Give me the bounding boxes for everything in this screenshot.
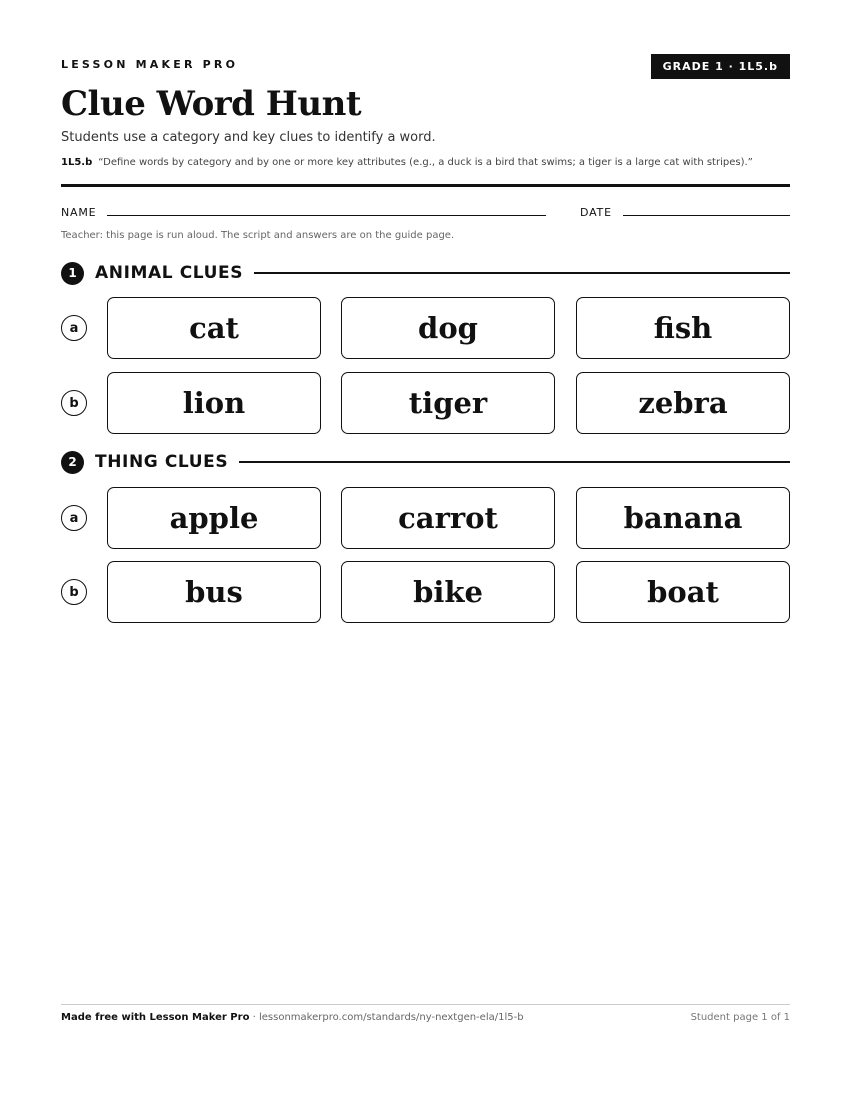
date-label: DATE [580, 206, 612, 219]
footer-page-number: Student page 1 of 1 [690, 1012, 790, 1023]
worksheet-page [61, 0, 790, 1100]
footer-divider [61, 1004, 790, 1005]
word-card[interactable]: dog [341, 297, 555, 359]
row-letter-badge: b [61, 579, 87, 605]
word-card[interactable]: tiger [341, 372, 555, 434]
section-title: THING CLUES [95, 452, 229, 472]
header-divider [61, 184, 790, 187]
section-header-thing-clues [61, 450, 790, 474]
section-header-animal-clues [61, 261, 790, 285]
section-divider [254, 272, 790, 274]
word-card[interactable]: carrot [341, 487, 555, 549]
date-field[interactable] [623, 215, 790, 216]
row-letter-badge: a [61, 505, 87, 531]
row-letter-badge: a [61, 315, 87, 341]
teacher-note: Teacher: this page is run aloud. The script and answers are on the guide page. [61, 230, 455, 241]
word-card[interactable]: apple [107, 487, 321, 549]
name-label: NAME [61, 206, 97, 219]
grade-badge: GRADE 1 · 1L5.b [651, 54, 790, 79]
clue-row-animal-b [61, 372, 790, 434]
footer-url-link[interactable]: lessonmakerpro.com/standards/ny-nextgen-ela/1l5-b [258, 1012, 524, 1023]
section-number-badge: 1 [61, 262, 84, 285]
standard-statement [61, 157, 753, 168]
section-number-badge: 2 [61, 451, 84, 474]
clue-row-animal-a [61, 297, 790, 359]
clue-row-thing-a [61, 487, 790, 549]
word-card[interactable]: banana [576, 487, 790, 549]
word-card[interactable]: bike [341, 561, 555, 623]
page-subtitle: Students use a category and key clues to identify a word. [61, 130, 436, 145]
standard-text: “Define words by category and by one or more key attributes (e.g., a duck is a bird that swims; a tiger is a large cat with stripes).” [98, 157, 753, 168]
standard-code: 1L5.b [61, 157, 93, 168]
word-card[interactable]: boat [576, 561, 790, 623]
word-card[interactable]: bus [107, 561, 321, 623]
footer-made-with: Made free with Lesson Maker Pro [61, 1012, 250, 1023]
page-title: Clue Word Hunt [61, 84, 362, 124]
name-field[interactable] [107, 215, 546, 216]
footer-credit [61, 1012, 524, 1023]
section-title: ANIMAL CLUES [95, 263, 244, 283]
word-card[interactable]: lion [107, 372, 321, 434]
brand-name: LESSON MAKER PRO [61, 58, 239, 71]
word-card[interactable]: zebra [576, 372, 790, 434]
word-card[interactable]: fish [576, 297, 790, 359]
word-card[interactable]: cat [107, 297, 321, 359]
footer-separator: · [249, 1012, 259, 1023]
row-letter-badge: b [61, 390, 87, 416]
section-divider [239, 461, 790, 463]
clue-row-thing-b [61, 561, 790, 623]
